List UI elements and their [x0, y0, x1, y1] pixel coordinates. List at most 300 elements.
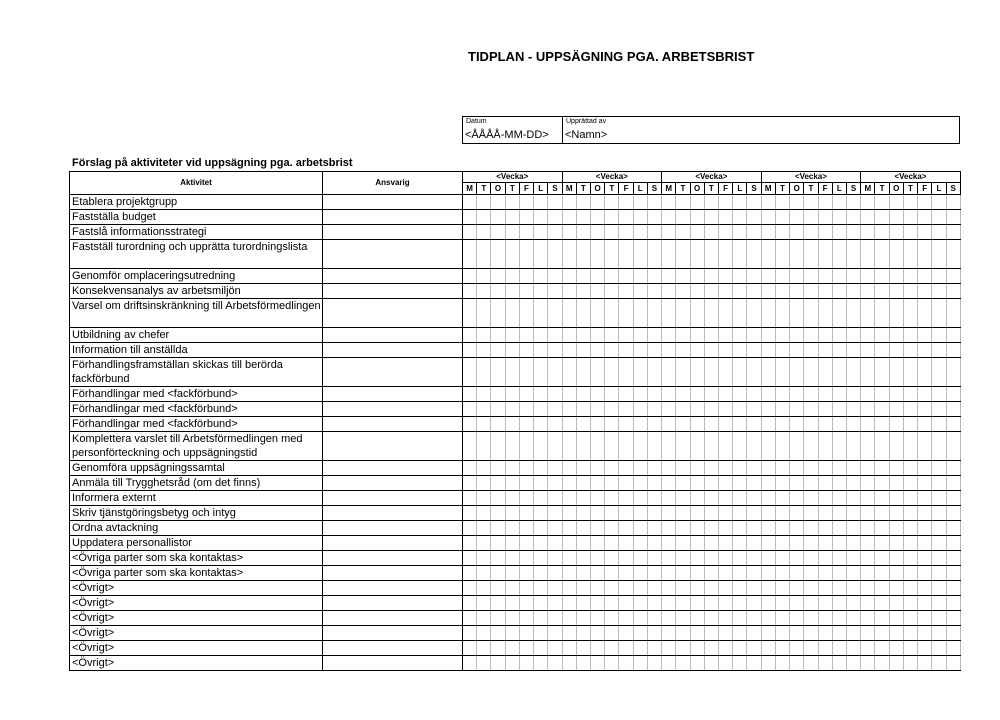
- day-cell[interactable]: [633, 225, 647, 240]
- day-cell[interactable]: [889, 417, 903, 432]
- upprattad-value[interactable]: <Namn>: [565, 129, 608, 141]
- day-cell[interactable]: [761, 551, 775, 566]
- day-cell[interactable]: [704, 343, 718, 358]
- day-cell[interactable]: [747, 284, 761, 299]
- day-cell[interactable]: [946, 476, 960, 491]
- day-cell[interactable]: [875, 358, 889, 387]
- day-cell[interactable]: [861, 343, 875, 358]
- day-cell[interactable]: [505, 240, 519, 269]
- day-cell[interactable]: [790, 656, 804, 671]
- day-cell[interactable]: [505, 521, 519, 536]
- day-cell[interactable]: [790, 284, 804, 299]
- day-cell[interactable]: [477, 611, 491, 626]
- day-cell[interactable]: [676, 358, 690, 387]
- day-cell[interactable]: [832, 536, 846, 551]
- day-cell[interactable]: [676, 476, 690, 491]
- day-cell[interactable]: [818, 343, 832, 358]
- day-cell[interactable]: [932, 521, 946, 536]
- day-cell[interactable]: [690, 566, 704, 581]
- day-cell[interactable]: [790, 225, 804, 240]
- day-cell[interactable]: [463, 656, 477, 671]
- day-cell[interactable]: [775, 461, 789, 476]
- day-cell[interactable]: [690, 536, 704, 551]
- day-cell[interactable]: [804, 656, 818, 671]
- day-cell[interactable]: [576, 240, 590, 269]
- day-cell[interactable]: [832, 641, 846, 656]
- day-cell[interactable]: [875, 521, 889, 536]
- day-cell[interactable]: [875, 210, 889, 225]
- day-cell[interactable]: [662, 566, 676, 581]
- day-cell[interactable]: [576, 611, 590, 626]
- day-cell[interactable]: [704, 476, 718, 491]
- day-cell[interactable]: [534, 596, 548, 611]
- day-cell[interactable]: [562, 195, 576, 210]
- day-cell[interactable]: [846, 299, 860, 328]
- day-cell[interactable]: [790, 358, 804, 387]
- day-cell[interactable]: [676, 402, 690, 417]
- day-cell[interactable]: [491, 521, 505, 536]
- day-cell[interactable]: [932, 210, 946, 225]
- day-cell[interactable]: [903, 299, 917, 328]
- day-cell[interactable]: [946, 343, 960, 358]
- day-cell[interactable]: [818, 476, 832, 491]
- day-cell[interactable]: [477, 596, 491, 611]
- day-cell[interactable]: [733, 656, 747, 671]
- day-cell[interactable]: [690, 432, 704, 461]
- day-cell[interactable]: [647, 284, 661, 299]
- day-cell[interactable]: [647, 611, 661, 626]
- day-cell[interactable]: [576, 656, 590, 671]
- day-cell[interactable]: [647, 506, 661, 521]
- day-cell[interactable]: [918, 641, 932, 656]
- day-cell[interactable]: [491, 358, 505, 387]
- day-cell[interactable]: [875, 328, 889, 343]
- day-cell[interactable]: [647, 432, 661, 461]
- day-cell[interactable]: [619, 566, 633, 581]
- day-cell[interactable]: [903, 358, 917, 387]
- day-cell[interactable]: [846, 596, 860, 611]
- day-cell[interactable]: [534, 358, 548, 387]
- day-cell[interactable]: [846, 641, 860, 656]
- day-cell[interactable]: [491, 551, 505, 566]
- day-cell[interactable]: [846, 328, 860, 343]
- day-cell[interactable]: [647, 343, 661, 358]
- day-cell[interactable]: [548, 491, 562, 506]
- day-cell[interactable]: [505, 432, 519, 461]
- day-cell[interactable]: [875, 596, 889, 611]
- day-cell[interactable]: [676, 536, 690, 551]
- day-cell[interactable]: [605, 566, 619, 581]
- day-cell[interactable]: [690, 491, 704, 506]
- day-cell[interactable]: [704, 299, 718, 328]
- day-cell[interactable]: [718, 506, 732, 521]
- day-cell[interactable]: [846, 240, 860, 269]
- day-cell[interactable]: [477, 626, 491, 641]
- day-cell[interactable]: [519, 343, 533, 358]
- day-cell[interactable]: [647, 269, 661, 284]
- day-cell[interactable]: [761, 521, 775, 536]
- day-cell[interactable]: [818, 328, 832, 343]
- day-cell[interactable]: [662, 195, 676, 210]
- day-cell[interactable]: [562, 461, 576, 476]
- day-cell[interactable]: [875, 269, 889, 284]
- day-cell[interactable]: [733, 626, 747, 641]
- day-cell[interactable]: [775, 596, 789, 611]
- day-cell[interactable]: [477, 195, 491, 210]
- day-cell[interactable]: [775, 210, 789, 225]
- day-cell[interactable]: [832, 461, 846, 476]
- day-cell[interactable]: [619, 581, 633, 596]
- day-cell[interactable]: [590, 491, 604, 506]
- day-cell[interactable]: [861, 210, 875, 225]
- day-cell[interactable]: [918, 402, 932, 417]
- day-cell[interactable]: [534, 299, 548, 328]
- day-cell[interactable]: [534, 611, 548, 626]
- day-cell[interactable]: [605, 506, 619, 521]
- day-cell[interactable]: [903, 343, 917, 358]
- day-cell[interactable]: [690, 551, 704, 566]
- day-cell[interactable]: [946, 417, 960, 432]
- activity-cell[interactable]: Förhandlingar med <fackförbund>: [70, 402, 323, 417]
- day-cell[interactable]: [889, 491, 903, 506]
- day-cell[interactable]: [818, 551, 832, 566]
- day-cell[interactable]: [619, 641, 633, 656]
- day-cell[interactable]: [633, 491, 647, 506]
- day-cell[interactable]: [605, 269, 619, 284]
- day-cell[interactable]: [932, 417, 946, 432]
- responsible-cell[interactable]: [323, 225, 463, 240]
- day-cell[interactable]: [932, 581, 946, 596]
- day-cell[interactable]: [562, 611, 576, 626]
- day-cell[interactable]: [505, 358, 519, 387]
- day-cell[interactable]: [619, 417, 633, 432]
- day-cell[interactable]: [619, 596, 633, 611]
- day-cell[interactable]: [818, 521, 832, 536]
- activity-cell[interactable]: Konsekvensanalys av arbetsmiljön: [70, 284, 323, 299]
- day-cell[interactable]: [690, 195, 704, 210]
- day-cell[interactable]: [548, 284, 562, 299]
- day-cell[interactable]: [718, 210, 732, 225]
- day-cell[interactable]: [903, 240, 917, 269]
- day-cell[interactable]: [875, 626, 889, 641]
- day-cell[interactable]: [846, 358, 860, 387]
- day-cell[interactable]: [790, 506, 804, 521]
- day-cell[interactable]: [818, 210, 832, 225]
- day-cell[interactable]: [590, 566, 604, 581]
- upprattad-field[interactable]: [563, 117, 959, 143]
- day-cell[interactable]: [818, 358, 832, 387]
- day-cell[interactable]: [818, 641, 832, 656]
- day-cell[interactable]: [576, 269, 590, 284]
- day-cell[interactable]: [875, 476, 889, 491]
- day-cell[interactable]: [846, 387, 860, 402]
- day-cell[interactable]: [818, 596, 832, 611]
- day-cell[interactable]: [946, 387, 960, 402]
- responsible-cell[interactable]: [323, 461, 463, 476]
- day-cell[interactable]: [590, 551, 604, 566]
- day-cell[interactable]: [505, 551, 519, 566]
- day-cell[interactable]: [605, 299, 619, 328]
- day-cell[interactable]: [477, 299, 491, 328]
- day-cell[interactable]: [562, 358, 576, 387]
- day-cell[interactable]: [676, 566, 690, 581]
- day-cell[interactable]: [903, 491, 917, 506]
- day-cell[interactable]: [491, 536, 505, 551]
- day-cell[interactable]: [861, 506, 875, 521]
- day-cell[interactable]: [548, 521, 562, 536]
- day-cell[interactable]: [633, 641, 647, 656]
- day-cell[interactable]: [747, 195, 761, 210]
- day-cell[interactable]: [775, 611, 789, 626]
- day-cell[interactable]: [903, 284, 917, 299]
- responsible-cell[interactable]: [323, 432, 463, 461]
- day-cell[interactable]: [548, 328, 562, 343]
- day-cell[interactable]: [534, 476, 548, 491]
- day-cell[interactable]: [918, 626, 932, 641]
- day-cell[interactable]: [704, 195, 718, 210]
- day-cell[interactable]: [761, 461, 775, 476]
- day-cell[interactable]: [619, 269, 633, 284]
- day-cell[interactable]: [861, 240, 875, 269]
- day-cell[interactable]: [491, 596, 505, 611]
- day-cell[interactable]: [463, 195, 477, 210]
- day-cell[interactable]: [491, 476, 505, 491]
- day-cell[interactable]: [562, 328, 576, 343]
- day-cell[interactable]: [733, 581, 747, 596]
- day-cell[interactable]: [548, 299, 562, 328]
- day-cell[interactable]: [605, 551, 619, 566]
- day-cell[interactable]: [590, 387, 604, 402]
- day-cell[interactable]: [790, 210, 804, 225]
- day-cell[interactable]: [548, 225, 562, 240]
- day-cell[interactable]: [676, 506, 690, 521]
- day-cell[interactable]: [690, 284, 704, 299]
- day-cell[interactable]: [918, 611, 932, 626]
- day-cell[interactable]: [505, 566, 519, 581]
- day-cell[interactable]: [505, 328, 519, 343]
- day-cell[interactable]: [534, 343, 548, 358]
- day-cell[interactable]: [861, 641, 875, 656]
- day-cell[interactable]: [477, 566, 491, 581]
- activity-cell[interactable]: Komplettera varslet till Arbetsförmedlingen med personförteckning och uppsägningstid: [70, 432, 323, 461]
- day-cell[interactable]: [818, 566, 832, 581]
- day-cell[interactable]: [903, 269, 917, 284]
- day-cell[interactable]: [505, 402, 519, 417]
- day-cell[interactable]: [918, 343, 932, 358]
- day-cell[interactable]: [804, 626, 818, 641]
- day-cell[interactable]: [590, 284, 604, 299]
- day-cell[interactable]: [633, 596, 647, 611]
- day-cell[interactable]: [477, 269, 491, 284]
- day-cell[interactable]: [690, 611, 704, 626]
- day-cell[interactable]: [818, 536, 832, 551]
- day-cell[interactable]: [790, 566, 804, 581]
- responsible-cell[interactable]: [323, 656, 463, 671]
- day-cell[interactable]: [790, 328, 804, 343]
- day-cell[interactable]: [605, 358, 619, 387]
- activity-cell[interactable]: Anmäla till Trygghetsråd (om det finns): [70, 476, 323, 491]
- day-cell[interactable]: [477, 536, 491, 551]
- day-cell[interactable]: [889, 343, 903, 358]
- day-cell[interactable]: [747, 461, 761, 476]
- day-cell[interactable]: [690, 506, 704, 521]
- day-cell[interactable]: [790, 641, 804, 656]
- day-cell[interactable]: [704, 240, 718, 269]
- day-cell[interactable]: [718, 611, 732, 626]
- day-cell[interactable]: [562, 596, 576, 611]
- day-cell[interactable]: [633, 566, 647, 581]
- day-cell[interactable]: [662, 656, 676, 671]
- day-cell[interactable]: [903, 506, 917, 521]
- day-cell[interactable]: [747, 269, 761, 284]
- day-cell[interactable]: [832, 521, 846, 536]
- responsible-cell[interactable]: [323, 536, 463, 551]
- responsible-cell[interactable]: [323, 566, 463, 581]
- day-cell[interactable]: [861, 521, 875, 536]
- activity-cell[interactable]: <Övriga parter som ska kontaktas>: [70, 551, 323, 566]
- day-cell[interactable]: [633, 417, 647, 432]
- day-cell[interactable]: [463, 328, 477, 343]
- activity-cell[interactable]: <Övrigt>: [70, 596, 323, 611]
- day-cell[interactable]: [647, 195, 661, 210]
- day-cell[interactable]: [775, 195, 789, 210]
- day-cell[interactable]: [463, 491, 477, 506]
- day-cell[interactable]: [463, 611, 477, 626]
- day-cell[interactable]: [704, 358, 718, 387]
- day-cell[interactable]: [704, 284, 718, 299]
- day-cell[interactable]: [548, 626, 562, 641]
- day-cell[interactable]: [832, 417, 846, 432]
- day-cell[interactable]: [932, 284, 946, 299]
- day-cell[interactable]: [747, 299, 761, 328]
- activity-cell[interactable]: <Övrigt>: [70, 641, 323, 656]
- day-cell[interactable]: [889, 581, 903, 596]
- day-cell[interactable]: [832, 506, 846, 521]
- day-cell[interactable]: [775, 566, 789, 581]
- day-cell[interactable]: [946, 402, 960, 417]
- day-cell[interactable]: [690, 210, 704, 225]
- day-cell[interactable]: [619, 195, 633, 210]
- datum-value[interactable]: <ÅÅÅÅ-MM-DD>: [465, 129, 549, 141]
- day-cell[interactable]: [519, 328, 533, 343]
- day-cell[interactable]: [477, 417, 491, 432]
- day-cell[interactable]: [804, 358, 818, 387]
- day-cell[interactable]: [733, 299, 747, 328]
- day-cell[interactable]: [548, 402, 562, 417]
- day-cell[interactable]: [733, 328, 747, 343]
- day-cell[interactable]: [918, 210, 932, 225]
- day-cell[interactable]: [534, 491, 548, 506]
- day-cell[interactable]: [690, 328, 704, 343]
- day-cell[interactable]: [619, 240, 633, 269]
- day-cell[interactable]: [889, 641, 903, 656]
- day-cell[interactable]: [491, 461, 505, 476]
- day-cell[interactable]: [576, 432, 590, 461]
- datum-field[interactable]: [463, 117, 563, 143]
- day-cell[interactable]: [932, 461, 946, 476]
- day-cell[interactable]: [704, 491, 718, 506]
- day-cell[interactable]: [590, 328, 604, 343]
- day-cell[interactable]: [605, 402, 619, 417]
- day-cell[interactable]: [491, 402, 505, 417]
- day-cell[interactable]: [804, 269, 818, 284]
- day-cell[interactable]: [946, 358, 960, 387]
- day-cell[interactable]: [605, 611, 619, 626]
- day-cell[interactable]: [761, 269, 775, 284]
- day-cell[interactable]: [832, 596, 846, 611]
- day-cell[interactable]: [491, 491, 505, 506]
- day-cell[interactable]: [590, 343, 604, 358]
- responsible-cell[interactable]: [323, 387, 463, 402]
- day-cell[interactable]: [505, 581, 519, 596]
- day-cell[interactable]: [519, 581, 533, 596]
- day-cell[interactable]: [761, 596, 775, 611]
- day-cell[interactable]: [875, 284, 889, 299]
- day-cell[interactable]: [875, 387, 889, 402]
- day-cell[interactable]: [676, 299, 690, 328]
- activity-cell[interactable]: Förhandlingar med <fackförbund>: [70, 417, 323, 432]
- day-cell[interactable]: [790, 402, 804, 417]
- day-cell[interactable]: [463, 402, 477, 417]
- day-cell[interactable]: [562, 521, 576, 536]
- day-cell[interactable]: [832, 551, 846, 566]
- day-cell[interactable]: [605, 195, 619, 210]
- day-cell[interactable]: [519, 611, 533, 626]
- day-cell[interactable]: [519, 432, 533, 461]
- day-cell[interactable]: [690, 358, 704, 387]
- day-cell[interactable]: [761, 581, 775, 596]
- day-cell[interactable]: [775, 476, 789, 491]
- day-cell[interactable]: [747, 417, 761, 432]
- day-cell[interactable]: [861, 328, 875, 343]
- day-cell[interactable]: [946, 210, 960, 225]
- activity-cell[interactable]: <Övrigt>: [70, 611, 323, 626]
- day-cell[interactable]: [790, 195, 804, 210]
- day-cell[interactable]: [718, 641, 732, 656]
- day-cell[interactable]: [903, 581, 917, 596]
- day-cell[interactable]: [676, 343, 690, 358]
- activity-cell[interactable]: Genomför omplaceringsutredning: [70, 269, 323, 284]
- day-cell[interactable]: [534, 387, 548, 402]
- day-cell[interactable]: [463, 476, 477, 491]
- day-cell[interactable]: [804, 476, 818, 491]
- day-cell[interactable]: [846, 402, 860, 417]
- day-cell[interactable]: [619, 536, 633, 551]
- day-cell[interactable]: [576, 328, 590, 343]
- day-cell[interactable]: [548, 506, 562, 521]
- day-cell[interactable]: [590, 611, 604, 626]
- day-cell[interactable]: [889, 402, 903, 417]
- day-cell[interactable]: [633, 240, 647, 269]
- day-cell[interactable]: [903, 195, 917, 210]
- day-cell[interactable]: [633, 343, 647, 358]
- day-cell[interactable]: [733, 225, 747, 240]
- day-cell[interactable]: [662, 225, 676, 240]
- day-cell[interactable]: [832, 240, 846, 269]
- day-cell[interactable]: [861, 566, 875, 581]
- day-cell[interactable]: [747, 521, 761, 536]
- day-cell[interactable]: [733, 269, 747, 284]
- day-cell[interactable]: [676, 581, 690, 596]
- day-cell[interactable]: [903, 536, 917, 551]
- day-cell[interactable]: [647, 566, 661, 581]
- day-cell[interactable]: [946, 284, 960, 299]
- day-cell[interactable]: [832, 476, 846, 491]
- day-cell[interactable]: [647, 551, 661, 566]
- day-cell[interactable]: [932, 432, 946, 461]
- day-cell[interactable]: [548, 581, 562, 596]
- day-cell[interactable]: [761, 402, 775, 417]
